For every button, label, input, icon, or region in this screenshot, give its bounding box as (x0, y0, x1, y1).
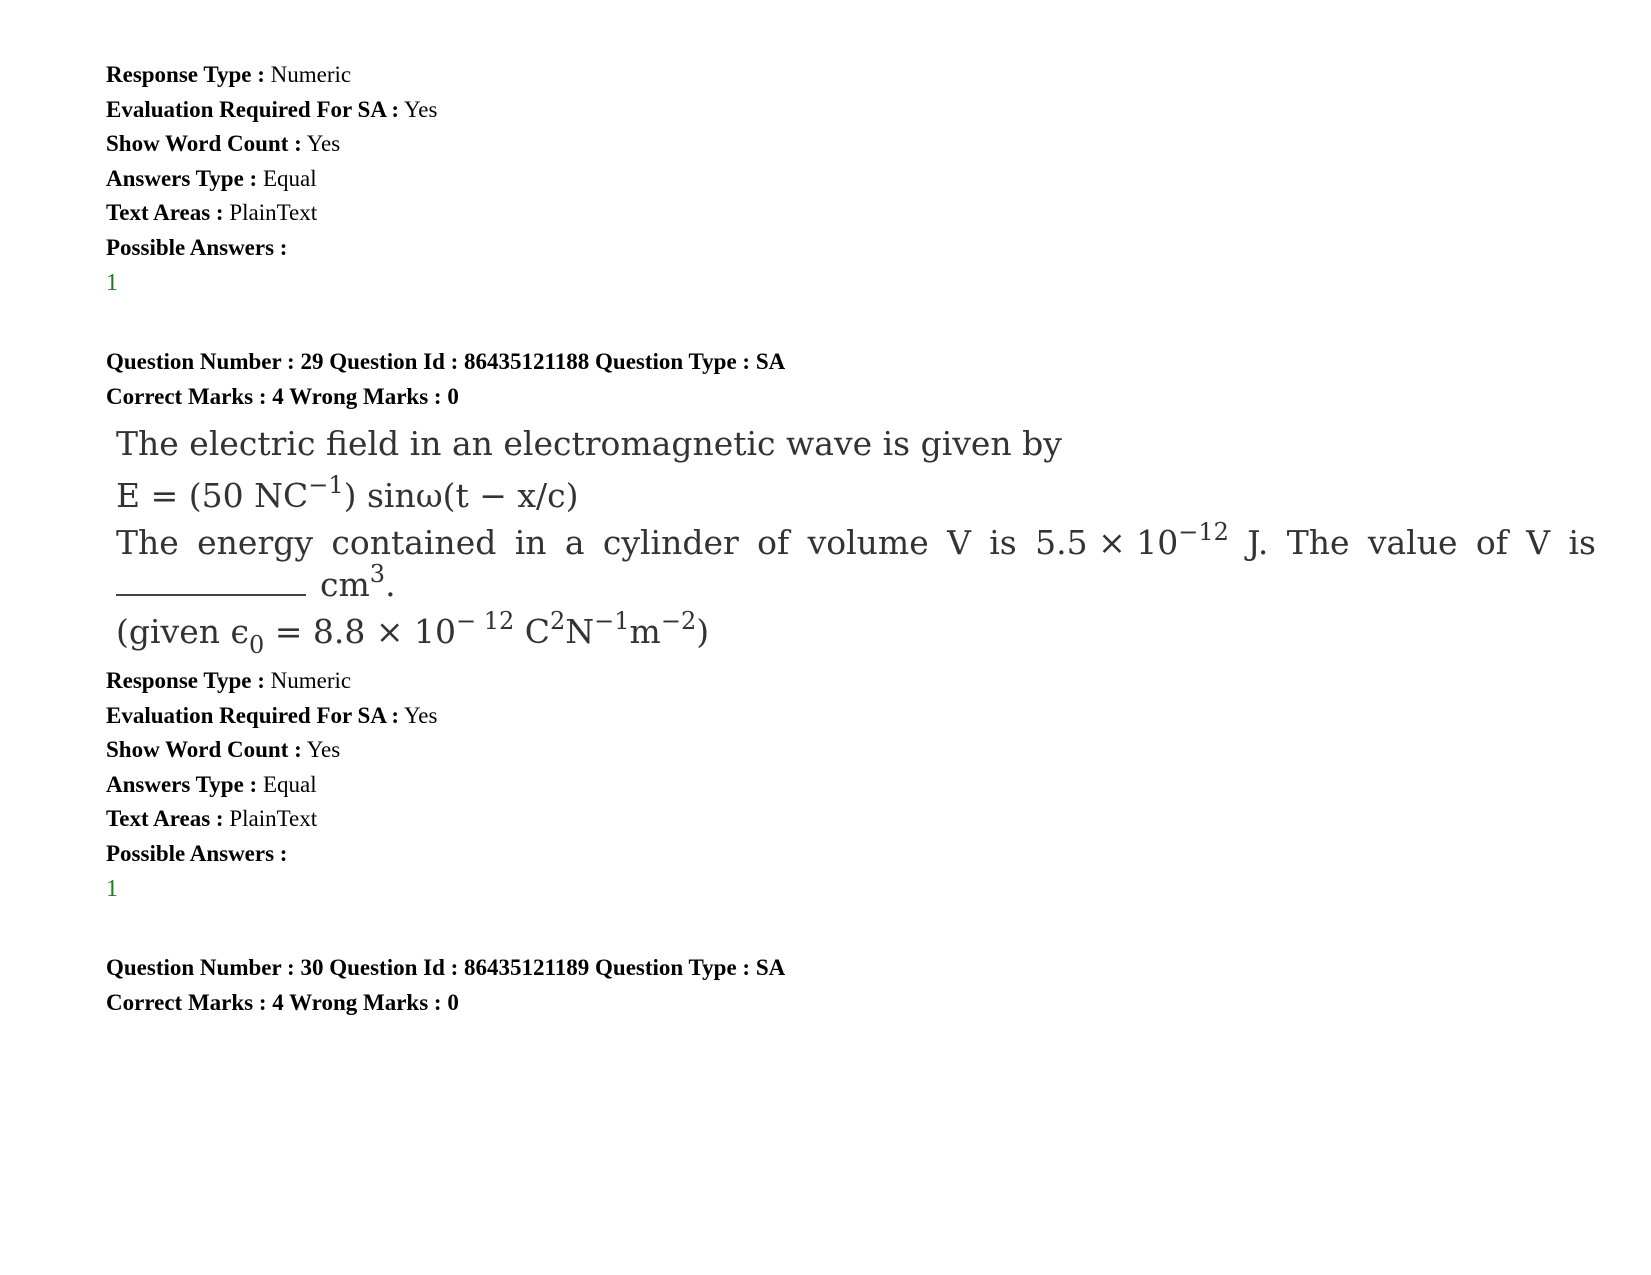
question-header: Question Number : 29 Question Id : 86435121188 Question Type : SA (106, 349, 786, 374)
text-areas-row: Text Areas : PlainText (106, 200, 318, 225)
question-marks: Correct Marks : 4 Wrong Marks : 0 (106, 383, 459, 409)
response-type-row: Response Type : Numeric (106, 668, 352, 693)
answers-type-row: Answers Type : Equal (106, 771, 317, 797)
response-type-row: Response Type : Numeric (106, 62, 352, 87)
show-word-count-row: Show Word Count : Yes (106, 131, 341, 156)
question-line-2: E = (50 $NC^{-1}$) sinω(t − x/c) (116, 471, 579, 515)
answers-type-row: Answers Type : Equal (106, 165, 317, 191)
possible-answer-value: 1 (106, 270, 118, 296)
question-marks: Correct Marks : 4 Wrong Marks : 0 (106, 989, 459, 1015)
text-areas-row: Text Areas : PlainText (106, 806, 318, 831)
question-29 (106, 345, 1636, 907)
possible-answer-value: 1 (106, 876, 118, 902)
question-line-3: The energy contained in a cylinder of volume V is $5.5 \times 10^{-12}$ J. The value of V is (116, 518, 1596, 562)
question-30 (106, 951, 1636, 1020)
evaluation-required-row: Evaluation Required For SA : Yes (106, 96, 438, 122)
possible-answers-label: Possible Answers : (106, 234, 288, 260)
question-line-4: $cm^3$. (116, 564, 1596, 606)
answer-blank (116, 574, 306, 596)
question-text (116, 418, 1596, 658)
evaluation-required-row: Evaluation Required For SA : Yes (106, 702, 438, 728)
question-line-1: The electric field in an electromagnetic wave is given by (116, 424, 1062, 463)
question-header: Question Number : 30 Question Id : 86435121189 Question Type : SA (106, 955, 786, 980)
show-word-count-row: Show Word Count : Yes (106, 737, 341, 762)
possible-answers-label: Possible Answers : (106, 840, 288, 866)
question-line-5: (given $\epsilon_0 = 8.8 \times 10^{- 12}$ $C^2N^{-1}m^{-2}$) (116, 607, 710, 659)
document-page (106, 58, 1636, 1020)
question-28-meta (106, 58, 1636, 301)
